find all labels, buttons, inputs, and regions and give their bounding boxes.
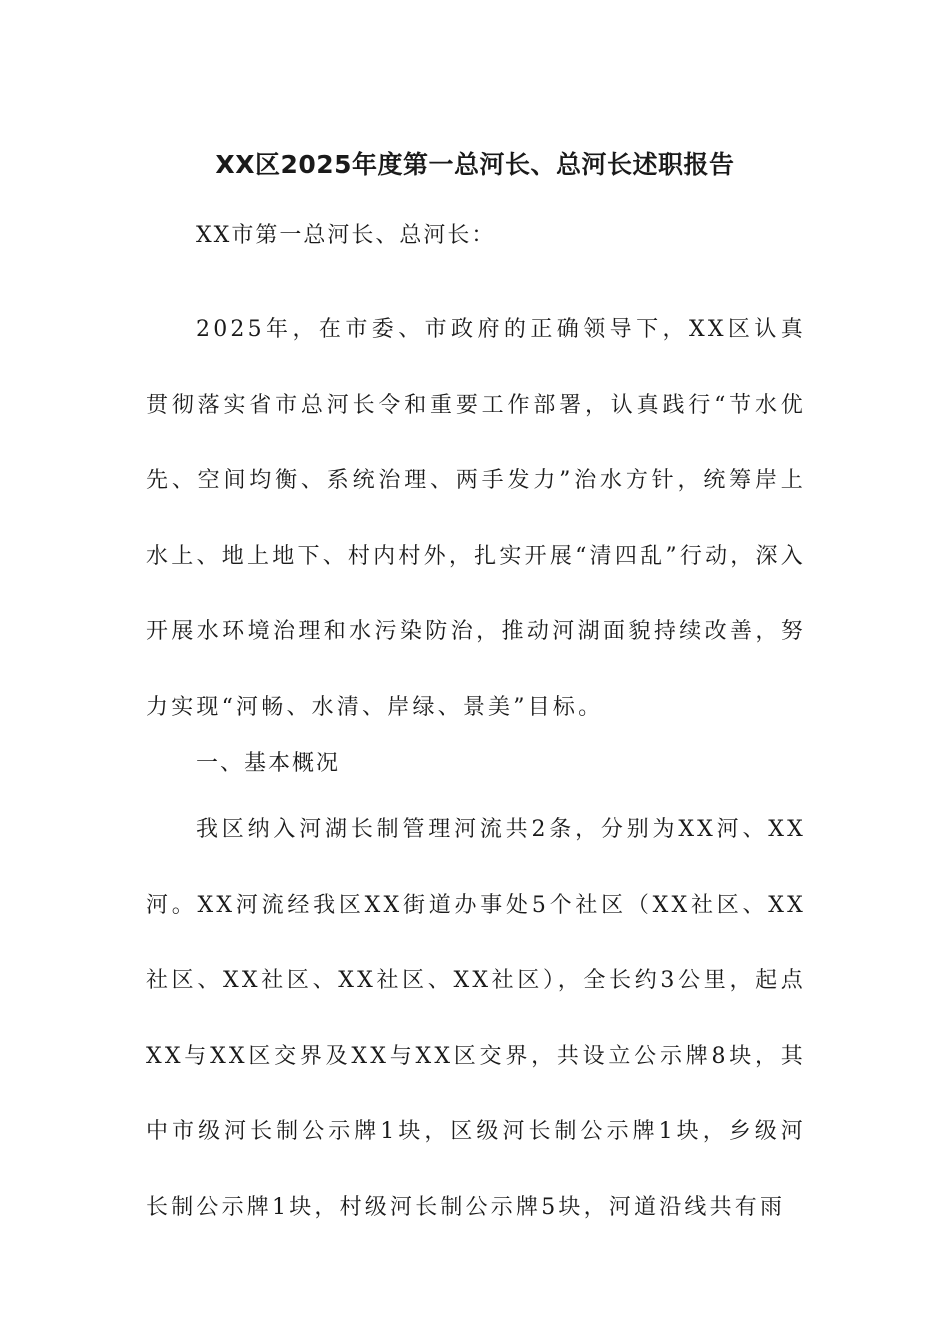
paragraph-intro: 2025年，在市委、市政府的正确领导下，XX区认真贯彻落实省市总河长令和重要工作部署，认真践行“节水优先、空间均衡、系统治理、两手发力”治水方针，统筹岸上水上、地上地下、村内村外，扎实开展“清四乱”行动，深入开展水环境治理和水污染防治，推动河湖面貌持续改善，努力实现“河畅、水清、岸绿、景美”目标。: [146, 317, 806, 720]
section-heading: 一、基本概况: [196, 751, 341, 776]
paragraph-overview: 我区纳入河湖长制管理河流共2条，分别为XX河、XX河。XX河流经我区XX街道办事处5个社区（XX社区、XX社区、XX社区、XX社区、XX社区），全长约3公里，起点XX与XX区交界及XX与XX区交界，共设立公示牌8块，其中市级河长制公示牌1块，区级河长制公示牌1块，乡级河长制公示牌1块，村级河长制公示牌5块，河道沿线共有雨: [146, 817, 806, 1220]
salutation: XX市第一总河长、总河长：: [196, 223, 496, 248]
document-title: XX区2025年度第一总河长、总河长述职报告: [215, 150, 735, 179]
